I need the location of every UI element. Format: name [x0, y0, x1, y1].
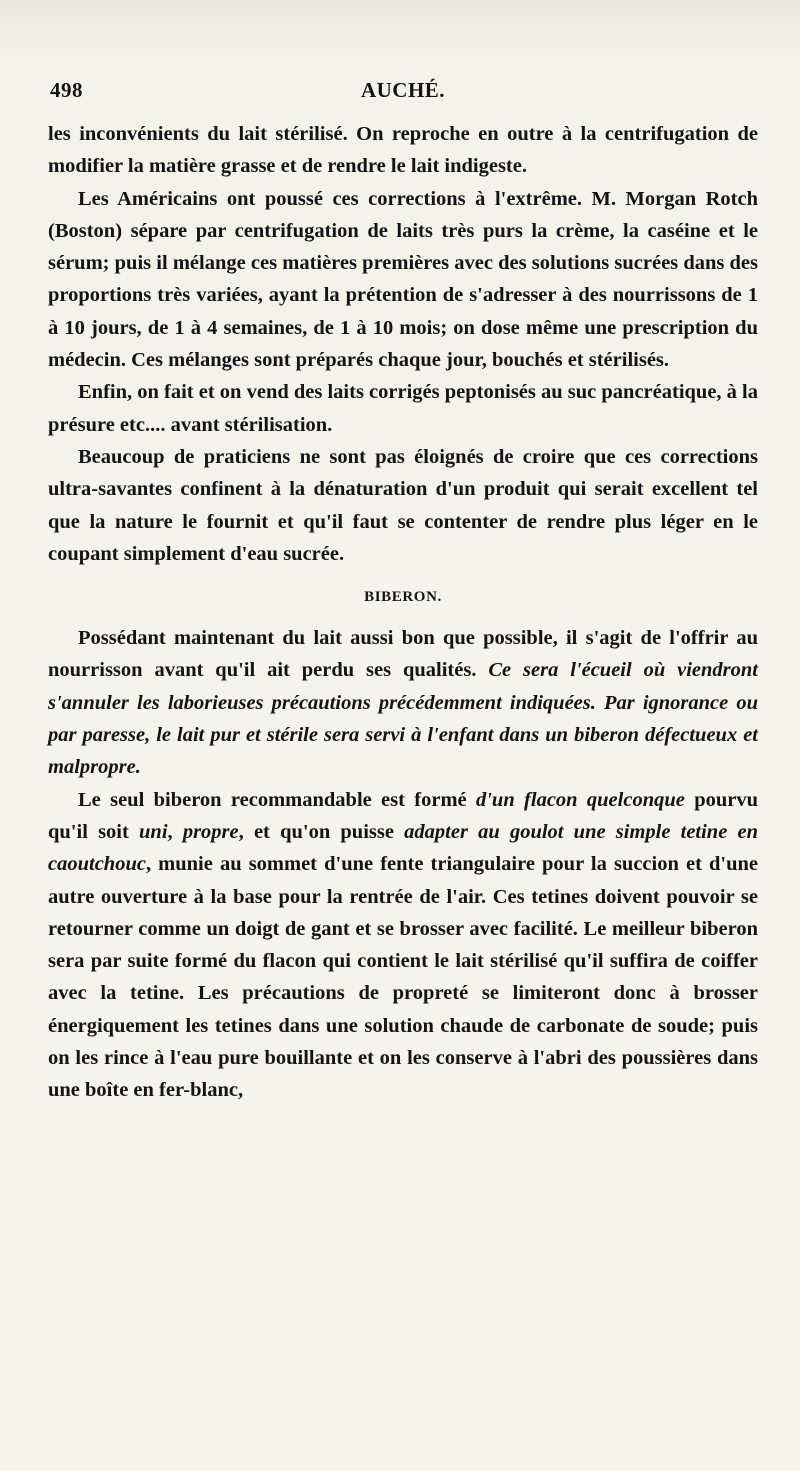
biberon-intro-text: Possédant maintenant du lait aussi bon que possible, il s'agit de l'offrir au nourrisson avant qu'il ait perdu ses qualités. [48, 627, 758, 682]
section-heading: BIBERON. [364, 589, 442, 606]
running-head [50, 78, 756, 108]
desc-text-3: , [167, 820, 183, 843]
desc-italic-4: adapter au goulot une simple tetine en caoutchouc [48, 820, 758, 876]
desc-italic-1: d'un flacon quelconque [475, 788, 685, 811]
paragraph-biberon-description [48, 784, 758, 1107]
desc-italic-2: uni [139, 820, 168, 843]
desc-text-1: Le seul biberon recommandable est formé [78, 788, 476, 811]
desc-text-5: , munie au sommet d'une fente triangulaire pour la succion et d'une autre ouverture à la base pour la rentrée de l'air. Ces tetines doivent pouvoir se retourner comme un doigt de gant et se brosser avec facilité. Le meilleur biberon sera par suite formé du flacon qui contient le lait stérilisé qu'il suffira de coiffer avec la tetine. Les précautions de propreté se limiteront donc à brosser énergiquement les tetines dans une solution chaude de carbonate de soude; puis on les rince à l'eau pure bouillante et on les conserve à l'abri des poussières dans une boîte en fer-blanc, [48, 853, 758, 1102]
paragraph-biberon-intro [48, 622, 758, 783]
body-text [48, 118, 758, 1107]
page-number: 498 [50, 78, 83, 102]
running-title: AUCHÉ. [360, 78, 446, 102]
paragraph-continuation: les inconvénients du lait stérilisé. On reproche en outre à la centrifugation de modifier la matière grasse et de rendre le lait indigeste. [48, 123, 758, 178]
desc-italic-3: propre [182, 820, 239, 843]
desc-text-2: pourvu qu'il soit [48, 788, 758, 843]
desc-text-4: , et qu'on puisse [238, 820, 405, 843]
paragraph-americains: Les Américains ont poussé ces corrections à l'extrême. M. Morgan Rotch (Boston) sépare par centrifugation de laits très purs la crème, la caséine et le sérum; puis il mélange ces matières premières avec des solutions sucrées dans des proportions très variées, ayant la prétention de s'adresser à des nourrissons de 1 à 10 jours, de 1 à 4 semaines, de 1 à 10 mois; on dose même une prescription du médecin. Ces mélanges sont préparés chaque jour, bouchés et stérilisés. [48, 187, 758, 372]
paragraph-praticiens: Beaucoup de praticiens ne sont pas éloignés de croire que ces corrections ultra-savantes confinent à la dénaturation d'un produit qui serait excellent tel que la nature le fournit et qu'il faut se contenter de rendre plus léger en le coupant simplement d'eau sucrée. [48, 445, 758, 565]
paragraph-peptonises: Enfin, on fait et on vend des laits corrigés peptonisés au suc pancréatique, à la présure etc.... avant stérilisation. [48, 381, 758, 436]
biberon-intro-italic: Ce sera l'écueil où viendront s'annuler les laborieuses précautions précédemment indiquées. Par ignorance ou par paresse, le lait pur et stérile sera servi à l'enfant dans un biberon défectueux et malpropre. [48, 659, 758, 779]
